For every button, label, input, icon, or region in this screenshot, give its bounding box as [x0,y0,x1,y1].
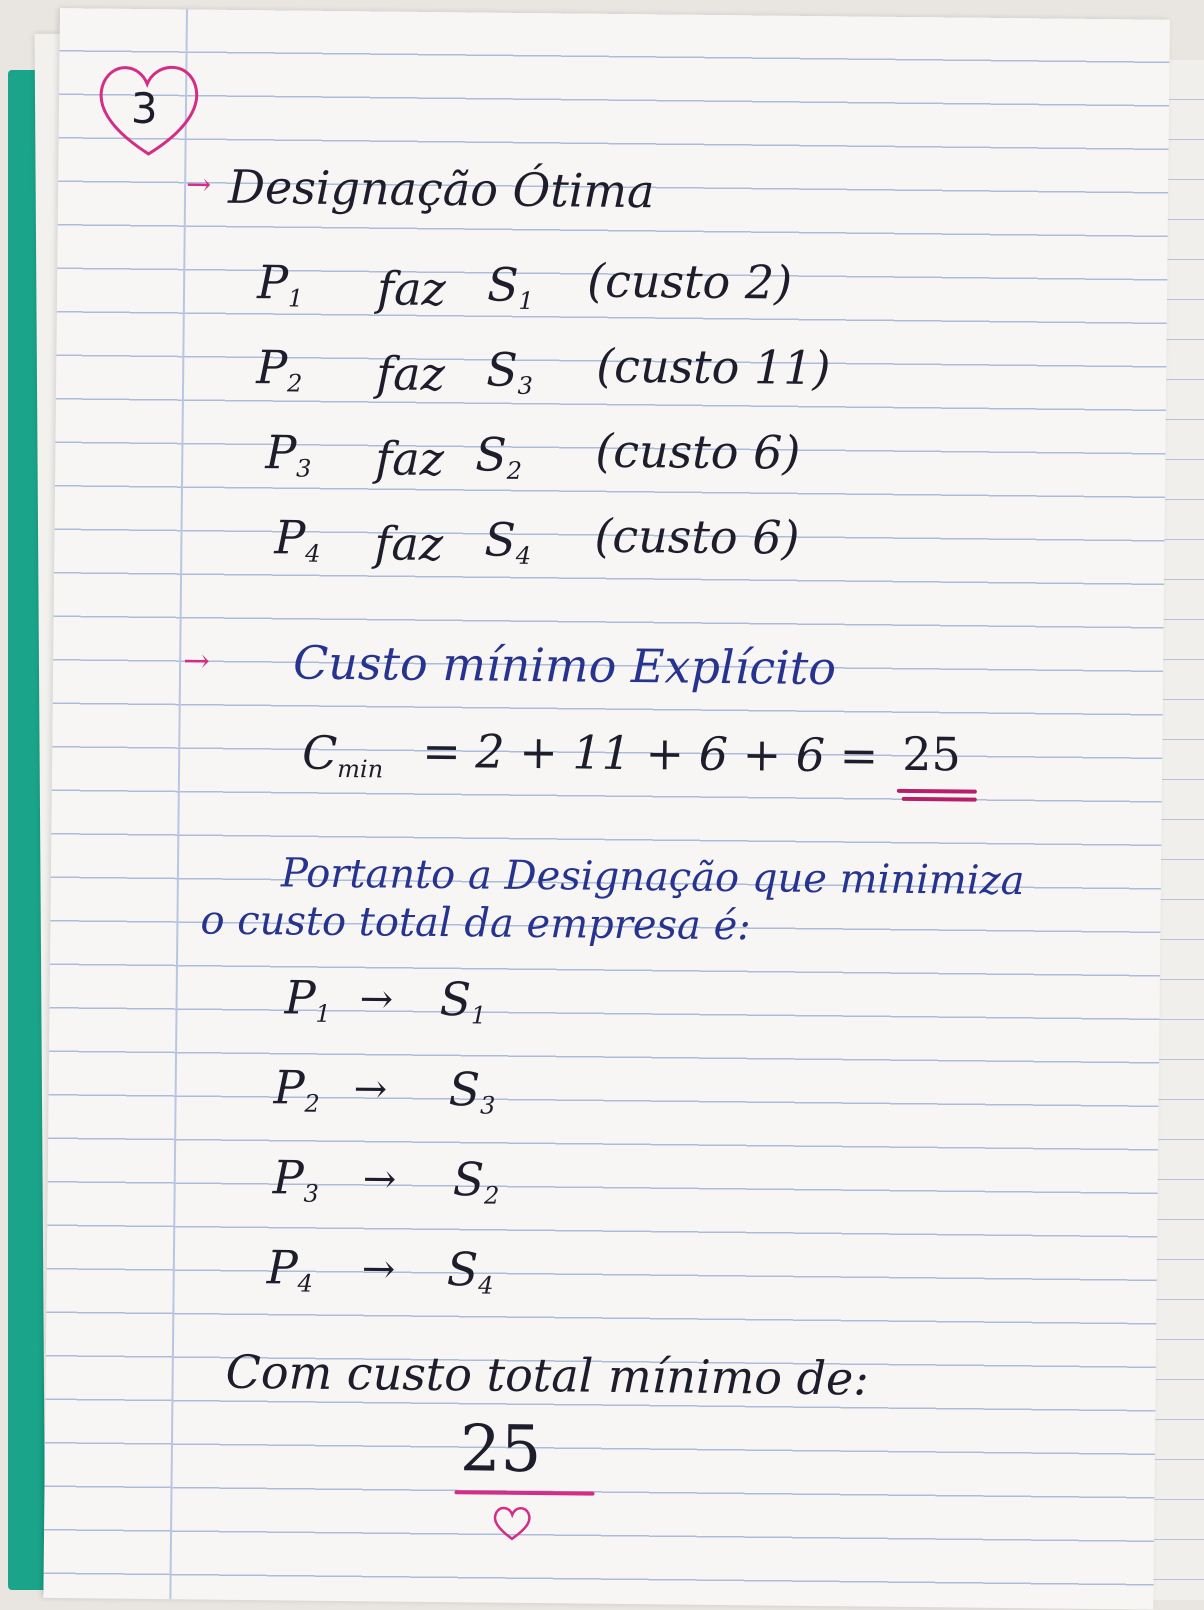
arrow-icon: → [361,1246,396,1293]
assignment-cost: (custo 6) [595,423,801,480]
assignment-service: $S_2$ [475,427,523,485]
heading: Designação Ótima [227,159,655,219]
mapping-service: $S_2$ [452,1152,500,1210]
conclusion-line-1: Portanto a Designação que minimiza [280,850,1025,905]
mapping-service: $S_3$ [448,1062,496,1120]
assignment-verb: faz [375,346,446,402]
cost-heading: Custo mínimo Explícito [292,635,837,696]
section-badge [88,53,209,164]
arrow-icon: → [359,976,394,1023]
formula-symbol: $C_{min}$ [301,725,384,784]
assignment-cost: (custo 11) [596,338,831,396]
assignment-person: $P_2$ [255,340,303,398]
cost-heading-arrow: → [182,641,211,680]
assignment-person: $P_4$ [274,510,321,568]
assignment-cost: (custo 2) [586,253,793,310]
formula-expression: = 2 + 11 + 6 + 6 = [421,723,879,783]
formula-result: 25 [901,726,962,782]
assignment-service: $S_1$ [486,257,534,315]
arrow-icon: → [362,1156,397,1203]
assignment-person: $P_1$ [256,255,304,313]
section-number: 3 [130,83,158,134]
arrow-icon: → [353,1066,388,1113]
margin-line [169,9,188,1599]
heading-arrow: → [185,167,212,203]
formula-result-underline [902,797,977,802]
assignment-service: $S_3$ [485,342,534,400]
mapping-person: $P_1$ [284,970,331,1028]
heart-icon [490,1503,534,1543]
formula-result-underline [897,789,977,794]
final-value-underline [454,1490,594,1495]
assignment-person: $P_3$ [265,425,312,483]
assignment-cost: (custo 6) [594,508,800,565]
final-line: Com custo total mínimo de: [225,1344,870,1406]
mapping-person: $P_4$ [266,1240,314,1298]
assignment-verb: faz [374,516,444,572]
mapping-service: $S_4$ [446,1242,494,1300]
mapping-service: $S_1$ [439,972,487,1030]
assignment-verb: faz [376,261,447,317]
final-value: 25 [459,1412,542,1488]
mapping-person: $P_3$ [272,1150,319,1208]
conclusion-line-2: o custo total da empresa é: [200,897,752,950]
mapping-person: $P_2$ [273,1060,320,1118]
assignment-verb: faz [375,431,445,487]
assignment-service: $S_4$ [484,512,532,570]
notebook-page [43,8,1170,1610]
